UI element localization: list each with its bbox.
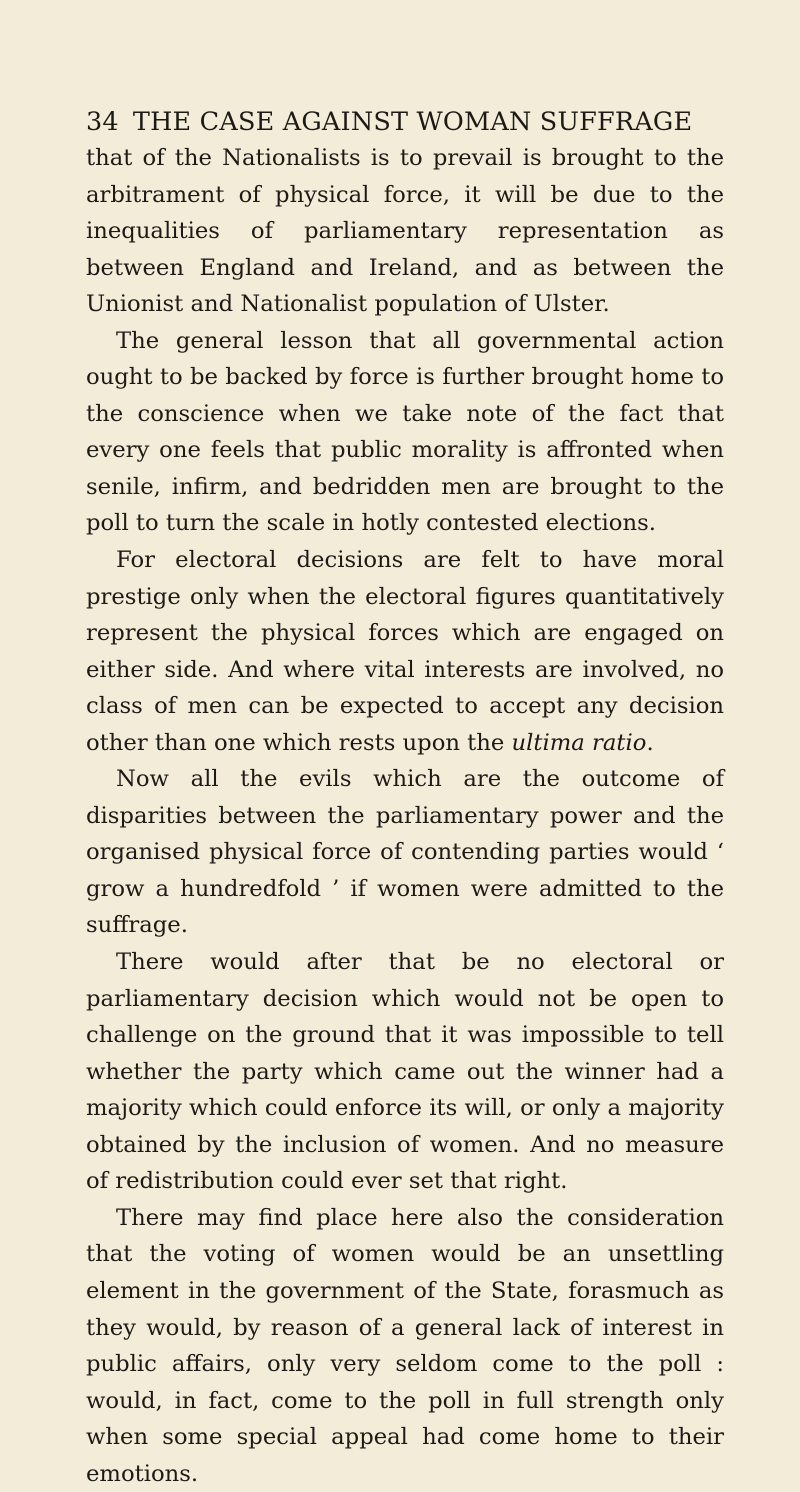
paragraph-continued: that of the Nationalists is to prevail is brought to the arbitrament of physical force, it will be due to the inequalities of parliamentary representation as between England and Ireland, and as between the Unionist and Nationalist population of Ulster.: [86, 145, 724, 318]
paragraph-text-end: .: [646, 729, 654, 756]
paragraph: The general lesson that all governmental action ought to be backed by force is further brought home to the conscience when we take note of the fact that every one feels that public morality is affronted when senile, infirm, and bedridden men are brought to the poll to turn the scale in hotly contested elections.: [86, 327, 724, 537]
paragraph: There may find place here also the consideration that the voting of women would be an unsettling element in the government of the State, forasmuch as they would, by reason of a general lack of interest in public affairs, only very seldom come to the poll : would, in fact, come to the poll in full strength only when some special appeal had come home to their emotions.: [86, 1204, 724, 1487]
latin-phrase: ultima ratio: [511, 729, 647, 756]
paragraph-text: For electoral decisions are felt to have moral prestige only when the electoral figures quantitatively represent the physical forces which are engaged on either side. And where vital interests are involved, no class of men can be expected to accept any decision other than one which rests upon the: [86, 547, 724, 756]
body-text: [86, 140, 724, 1492]
paragraph: Now all the evils which are the outcome of disparities between the parliamentary power and the organised physical force of contending parties would ‘ grow a hundredfold ’ if women were admitted to the suffrage.: [86, 766, 724, 939]
running-head: [86, 105, 726, 139]
running-title: THE CASE AGAINST WOMAN SUFFRAGE: [132, 107, 693, 137]
paragraph: There would after that be no electoral or parliamentary decision which would not be open to challenge on the ground that it was impossible to tell whether the party which came out the winner had a majority which could enforce its will, or only a majority obtained by the inclusion of women. And no measure of redistribution could ever set that right.: [86, 949, 724, 1195]
page-number: 34: [86, 107, 119, 137]
paragraph: [86, 542, 724, 761]
